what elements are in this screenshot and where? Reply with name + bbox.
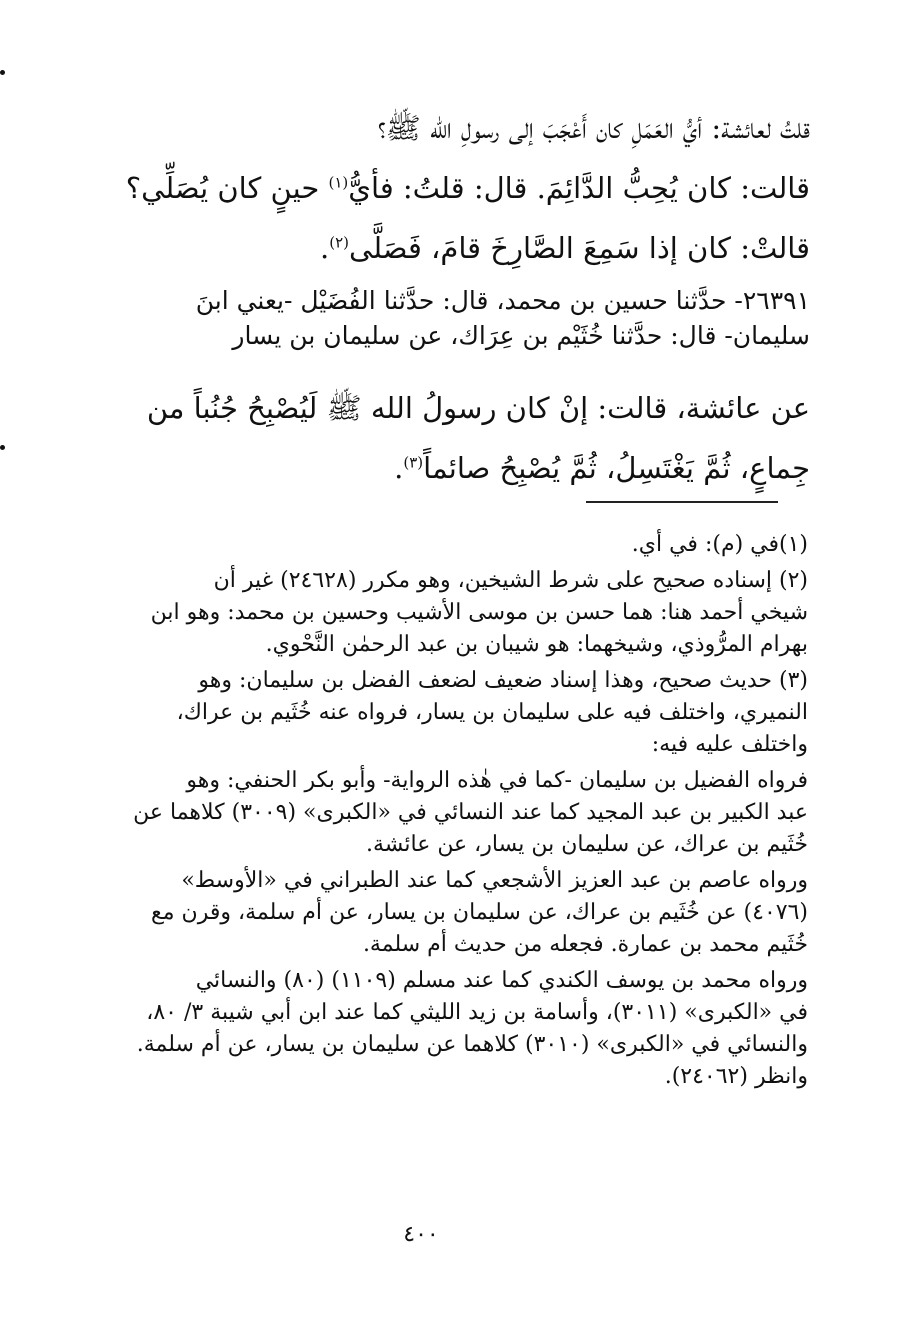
footnote-line: شيخي أحمد هنا: هما حسن بن موسى الأشيب وحسين بن محمد: وهو ابن	[150, 600, 808, 625]
footnote-3	[73, 665, 808, 761]
main-line-1: قلتُ لعائشة: أيُّ العَمَلِ كان أَعْجَبَ إلى رسولِ الله ﷺ؟	[377, 111, 810, 145]
page-number: ٤٠٠	[403, 1222, 439, 1247]
footnote-paragraph-2	[73, 865, 808, 961]
footnote-line: (٣) حديث صحيح، وهذا إسناد ضعيف لضعف الفضل بن سليمان: وهو	[198, 668, 808, 693]
footnote-paragraph-3	[73, 965, 808, 1093]
footnote-separator	[586, 501, 778, 503]
main-line-2: قالت: كان يُحِبُّ الدَّائِمَ. قال: قلتُ: فأيُّ$^{(١)}$ حينٍ كان يُصَلِّي؟	[125, 171, 810, 205]
hadith-line-2: سليمان- قال: حدَّثنا خُثَيْم بن عِرَاك، عن سليمان بن يسار	[232, 321, 810, 350]
footnote-line: واختلف عليه فيه:	[651, 732, 808, 757]
scan-edge-mark	[0, 70, 5, 75]
main-text-lower	[92, 378, 810, 498]
footnote-line: فرواه الفضيل بن سليمان -كما في هٰذه الرواية- وأبو بكر الحنفي: وهو	[186, 768, 808, 793]
footnote-line: والنسائي في «الكبرى» (٣٠١٠) كلاهما عن سليمان بن يسار، عن أم سلمة.	[136, 1032, 808, 1057]
footnote-line: خُثَيم محمد بن عمارة. فجعله من حديث أم سلمة.	[362, 932, 808, 957]
main-text-upper	[92, 98, 810, 278]
footnote-line: (٢) إسناده صحيح على شرط الشيخين، وهو مكرر (٢٤٦٢٨) غير أن	[213, 568, 808, 593]
footnote-line: ورواه محمد بن يوسف الكندي كما عند مسلم (١١٠٩) (٨٠) والنسائي	[195, 968, 808, 993]
footnote-1	[73, 529, 808, 561]
hadith-line-1: ٢٦٣٩١- حدَّثنا حسين بن محمد، قال: حدَّثنا الفُضَيْل -يعني ابنَ	[195, 286, 810, 315]
footnotes	[73, 529, 808, 1097]
footnote-line: (١)في (م): في أي.	[631, 532, 808, 557]
footnote-ref-3: (٣)	[403, 453, 424, 472]
footnote-line: وانظر (٢٤٠٦٢).	[664, 1064, 808, 1089]
footnote-line: عبد الكبير بن عبد المجيد كما عند النسائي في «الكبرى» (٣٠٠٩) كلاهما عن	[133, 800, 808, 825]
footnote-line: بهرام المرُّوذي، وشيخهما: هو شيبان بن عبد الرحمٰن النَّحْوي.	[265, 632, 808, 657]
footnote-ref-1: (١)	[328, 173, 349, 192]
footnote-2	[73, 565, 808, 661]
footnote-line: (٤٠٧٦) عن خُثَيم بن عراك، عن سليمان بن يسار، عن أم سلمة، وقرن مع	[151, 900, 808, 925]
footnote-ref-2: (٢)	[329, 233, 350, 252]
footnote-line: خُثَيم بن عراك، عن سليمان بن يسار، عن عائشة.	[365, 832, 808, 857]
footnote-paragraph-1	[73, 765, 808, 861]
footnote-line: ورواه عاصم بن عبد العزيز الأشجعي كما عند الطبراني في «الأوسط»	[181, 868, 808, 893]
main-line-5: جِماعٍ، ثُمَّ يَغْتَسِلُ، ثُمَّ يُصْبِحُ صائماً$^{(٣)}$.	[394, 451, 810, 485]
main-line-4: عن عائشة، قالت: إنْ كان رسولُ الله ﷺ لَيُصْبِحُ جُنُباً من	[146, 391, 810, 425]
hadith-isnad	[92, 283, 810, 353]
footnote-line: في «الكبرى» (٣٠١١)، وأسامة بن زيد الليثي كما عند ابن أبي شيبة ٣/ ٨٠،	[146, 1000, 808, 1025]
main-line-3: قالتْ: كان إذا سَمِعَ الصَّارِخَ قامَ، فَصَلَّى$^{(٢)}$.	[320, 231, 810, 265]
footnote-line: النميري، واختلف فيه على سليمان بن يسار، فرواه عنه خُثَيم بن عراك،	[176, 700, 808, 725]
scan-edge-mark	[0, 445, 5, 450]
